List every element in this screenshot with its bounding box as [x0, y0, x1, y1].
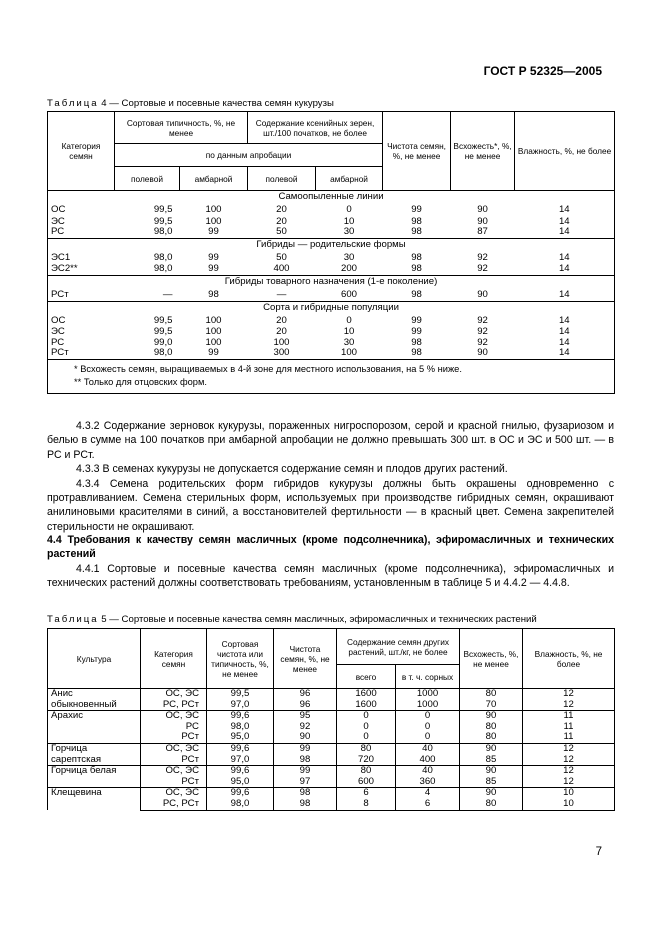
- t4-cell: 90: [477, 288, 488, 300]
- t4-header-field: полевой: [115, 167, 180, 191]
- t5-cell: ОС, ЭС: [141, 711, 207, 722]
- t4-cell: —: [276, 288, 287, 300]
- t4-cell: 99: [208, 226, 219, 238]
- t4-cell: 99,0: [153, 336, 173, 348]
- t5-header-weedy: в т. ч. сорных: [396, 665, 460, 689]
- t5-crop-name: [48, 766, 141, 788]
- t4-group-title: Гибриды — родительские формы: [48, 238, 615, 252]
- t5-cell: 11: [523, 722, 615, 733]
- t5-cell: 99,6: [207, 788, 274, 799]
- t5-cell: 98: [274, 788, 337, 799]
- t4-footnote-2: ** Только для отцовских форм.: [74, 377, 207, 388]
- t5-cell: 12: [523, 755, 615, 766]
- t5-cell: 12: [523, 689, 615, 700]
- t4-cell: РС: [48, 338, 115, 349]
- table-row: [48, 289, 615, 301]
- t4-cell: 92: [477, 336, 488, 348]
- t4-cell: 100: [205, 314, 222, 326]
- t4-cell: РСт: [48, 289, 115, 301]
- paragraph-4-4-1: 4.4.1 Сортовые и посевные качества семян масличных (кроме подсолнечника), эфиромасличных и технических растений должны соответствовать требованиям, установленным в таблице 5 и 4.4.2 — 4.4.8.: [47, 563, 614, 590]
- t5-cell: 0: [337, 732, 396, 743]
- t4-cell: 98: [411, 226, 422, 238]
- t4-cell: 0: [346, 314, 352, 326]
- table-row: [48, 217, 615, 228]
- t4-cell: 10: [343, 326, 355, 338]
- t5-cell: 99: [274, 743, 337, 754]
- t5-header-varietal: Сортовая чистота или типичность, %, не менее: [207, 629, 274, 689]
- t5-header-germination: Всхожесть, %, не менее: [460, 629, 523, 689]
- t4-header-field-2: полевой: [248, 167, 316, 191]
- t5-header-category: Категория семян: [141, 629, 207, 689]
- table4-corn-seed-quality: [47, 111, 615, 394]
- t5-cell: 10: [523, 799, 615, 810]
- t5-cell: 90: [460, 788, 523, 799]
- t4-cell: 100: [341, 347, 358, 359]
- t4-cell: 100: [273, 336, 290, 348]
- t5-cell: 1000: [396, 689, 460, 700]
- t5-cell: 80: [460, 689, 523, 700]
- t5-cell: 12: [523, 777, 615, 788]
- t4-cell: 14: [515, 217, 615, 228]
- t5-cell: 400: [396, 755, 460, 766]
- t5-crop-name: [48, 743, 141, 765]
- t5-header-weeds: Содержание семян других растений, шт./кг, не более: [337, 629, 460, 665]
- t4-cell: 600: [341, 288, 358, 300]
- t5-cell: 98,0: [207, 722, 274, 733]
- t4-cell: 14: [515, 338, 615, 349]
- t5-crop-name-line: Горчица: [51, 742, 88, 754]
- t4-cell: 100: [205, 215, 222, 227]
- t4-cell: 30: [343, 251, 355, 263]
- t5-cell: 92: [274, 722, 337, 733]
- t4-cell: 14: [515, 252, 615, 264]
- t5-cell: 1600: [337, 700, 396, 711]
- t5-cell: 80: [337, 743, 396, 754]
- table-row: [48, 205, 615, 217]
- t5-cell: 85: [460, 777, 523, 788]
- t5-header-moisture: Влажность, %, не более: [523, 629, 615, 689]
- t5-cell: 99,6: [207, 743, 274, 754]
- section-4-4-text: [47, 562, 614, 591]
- t5-cell: 90: [460, 743, 523, 754]
- t4-cell: 14: [515, 205, 615, 217]
- t4-cell: 98: [411, 263, 422, 275]
- t4-cell: 400: [273, 263, 290, 275]
- table-row: [48, 264, 615, 275]
- t4-cell: 99,5: [153, 326, 173, 338]
- table-row: [48, 766, 615, 777]
- t5-cell: 90: [274, 732, 337, 743]
- t5-cell: 95,0: [207, 732, 274, 743]
- t4-cell: РС: [48, 227, 115, 238]
- t4-cell: 14: [515, 348, 615, 359]
- t5-crop-name-line: Арахис: [51, 710, 84, 722]
- t4-cell: ЭС1: [48, 252, 115, 264]
- paragraph-4-3-4: 4.3.4 Семена родительских форм гибридов кукурузы должны быть окрашены одновременно с протравливанием. Семена стерильных форм, используемых при производстве гибридных семян, окрашивают анилиновыми красителями в синий, а восстановителей фертильности — в красный цвет. Семена закрепителей стерильности не окрашивают.: [47, 477, 614, 533]
- t4-cell: 92: [477, 314, 488, 326]
- t5-cell: 90: [460, 711, 523, 722]
- t5-cell: 40: [396, 743, 460, 754]
- table-row: [48, 252, 615, 264]
- t5-cell: 0: [396, 732, 460, 743]
- t5-cell: 0: [396, 722, 460, 733]
- t4-header-moisture: Влажность, %, не более: [515, 112, 615, 191]
- t5-cell: 80: [460, 732, 523, 743]
- t5-cell: 6: [337, 788, 396, 799]
- t5-cell: 70: [460, 700, 523, 711]
- t4-cell: 98: [411, 336, 422, 348]
- t5-cell: 97,0: [207, 755, 274, 766]
- t5-cell: ОС, ЭС: [141, 788, 207, 799]
- t5-cell: 8: [337, 799, 396, 810]
- t4-group-title: Сорта и гибридные популяции: [48, 301, 615, 315]
- t5-cell: 0: [337, 722, 396, 733]
- t4-cell: РСт: [48, 348, 115, 359]
- t4-header-barn-2: амбарной: [316, 167, 383, 191]
- t5-cell: 4: [396, 788, 460, 799]
- t4-cell: ОС: [48, 315, 115, 327]
- t4-cell: ЭС2**: [48, 264, 115, 275]
- t4-cell: ОС: [48, 205, 115, 217]
- t5-crop-name-line: Клещевина: [51, 787, 102, 799]
- t4-cell: 98,0: [153, 251, 173, 263]
- t5-cell: РС, РСт: [141, 799, 207, 810]
- t5-cell: 80: [337, 766, 396, 777]
- t4-cell: 14: [515, 227, 615, 238]
- t5-cell: ОС, ЭС: [141, 743, 207, 754]
- t4-cell: 99: [208, 251, 219, 263]
- table4-caption-word: Таблица: [47, 98, 99, 109]
- t4-cell: —: [162, 288, 173, 300]
- t4-header-approbation: по данным апробации: [115, 144, 383, 167]
- t4-cell: 90: [477, 215, 488, 227]
- t4-cell: 14: [515, 289, 615, 301]
- t4-cell: 0: [346, 204, 352, 216]
- t4-header-cobs: Содержание ксенийных зерен, шт./100 початков, не более: [248, 112, 383, 144]
- t4-group-title: Гибриды товарного назначения (1-е поколение): [48, 275, 615, 289]
- t4-cell: 92: [477, 263, 488, 275]
- t4-cell: 100: [205, 326, 222, 338]
- t4-cell: 90: [477, 204, 488, 216]
- t4-cell: 100: [205, 336, 222, 348]
- table5-oilseed-seed-quality: [47, 628, 615, 811]
- t5-cell: 0: [396, 711, 460, 722]
- t4-cell: 98: [411, 251, 422, 263]
- t4-header-barn: амбарной: [180, 167, 248, 191]
- t4-cell: 50: [276, 226, 287, 238]
- table-row: [48, 327, 615, 338]
- table5-caption-title: 5 — Сортовые и посевные качества семян масличных, эфиромасличных и технических растений: [98, 614, 537, 625]
- t5-cell: 97,0: [207, 700, 274, 711]
- t4-group-title: Самоопыленные линии: [48, 191, 615, 205]
- t4-cell: 99,5: [153, 314, 173, 326]
- t5-cell: ОС, ЭС: [141, 689, 207, 700]
- t5-cell: 99,6: [207, 711, 274, 722]
- table-row: [48, 338, 615, 349]
- t5-cell: 97: [274, 777, 337, 788]
- t5-cell: 0: [337, 711, 396, 722]
- t4-cell: 92: [477, 326, 488, 338]
- t4-cell: 98,0: [153, 263, 173, 275]
- t5-cell: 96: [274, 689, 337, 700]
- t4-cell: 87: [477, 226, 488, 238]
- table-row: [48, 689, 615, 700]
- t5-cell: 360: [396, 777, 460, 788]
- t4-cell: 10: [343, 215, 355, 227]
- t4-cell: 20: [276, 215, 287, 227]
- t4-cell: 20: [276, 326, 287, 338]
- section-4-4-heading: 4.4 Требования к качеству семян масличных (кроме подсолнечника), эфиромасличных и технических растений: [47, 534, 614, 561]
- t5-cell: 1600: [337, 689, 396, 700]
- t4-cell: 98: [411, 288, 422, 300]
- table-row: [48, 743, 615, 754]
- t5-crop-name: [48, 788, 141, 810]
- t5-cell: 80: [460, 722, 523, 733]
- t4-cell: 99: [411, 204, 422, 216]
- t5-crop-name: [48, 711, 141, 744]
- t5-header-purity: Чистота семян, %, не менее: [274, 629, 337, 689]
- t4-cell: 14: [515, 264, 615, 275]
- t5-cell: 40: [396, 766, 460, 777]
- t5-header-crop: Культура: [48, 629, 141, 689]
- t5-cell: 11: [523, 732, 615, 743]
- t4-cell: 14: [515, 327, 615, 338]
- t4-header-purity: Чистота семян, %, не менее: [383, 112, 451, 191]
- t4-cell: 98,0: [153, 226, 173, 238]
- t5-cell: 95,0: [207, 777, 274, 788]
- t5-cell: 12: [523, 743, 615, 754]
- t5-crop-name-line: Анис: [51, 688, 73, 699]
- t5-cell: РС: [141, 722, 207, 733]
- table-row: [48, 711, 615, 722]
- table5-caption: [47, 614, 537, 625]
- t4-cell: 99,5: [153, 204, 173, 216]
- t5-cell: 1000: [396, 700, 460, 711]
- t5-cell: 99: [274, 766, 337, 777]
- t5-cell: РС, РСт: [141, 700, 207, 711]
- t4-cell: 300: [273, 347, 290, 359]
- t5-cell: 12: [523, 700, 615, 711]
- page-number: 7: [595, 846, 602, 858]
- t5-cell: 96: [274, 700, 337, 711]
- t5-crop-name: [48, 689, 141, 711]
- table-row: [48, 227, 615, 238]
- t5-cell: ОС, ЭС: [141, 766, 207, 777]
- t5-cell: 720: [337, 755, 396, 766]
- t4-cell: 14: [515, 315, 615, 327]
- t4-header-varietal: Сортовая типичность, %, не менее: [115, 112, 248, 144]
- t5-cell: 85: [460, 755, 523, 766]
- t4-cell: 30: [343, 336, 355, 348]
- t5-crop-name-line: сарептская: [51, 753, 102, 765]
- paragraph-4-3-2: 4.3.2 Содержание зерновок кукурузы, пораженных нигроспорозом, серой и красной гнилью, фузариозом и белью в сумме на 100 початков при амбарной апробации не должно превышать 300 шт. в ОС и ЭС и 500 шт. — в РС и РСт.: [47, 420, 614, 461]
- t4-cell: 99,5: [153, 215, 173, 227]
- table4-caption-title: 4 — Сортовые и посевные качества семян кукурузы: [98, 98, 334, 109]
- t4-cell: 99: [208, 347, 219, 359]
- paragraph-4-3-3: 4.3.3 В семенах кукурузы не допускается содержание семян и плодов других растений.: [76, 463, 508, 476]
- t5-cell: 12: [523, 766, 615, 777]
- t5-cell: РСт: [141, 777, 207, 788]
- t4-cell: ЭС: [48, 217, 115, 228]
- t5-crop-name-line: обыкновенный: [51, 698, 117, 710]
- t4-cell: 98: [208, 288, 219, 300]
- t4-cell: 20: [276, 204, 287, 216]
- t5-cell: РСт: [141, 755, 207, 766]
- t4-cell: 100: [205, 204, 222, 216]
- table4-caption: [47, 98, 334, 109]
- t4-cell: 92: [477, 251, 488, 263]
- t5-cell: РСт: [141, 732, 207, 743]
- t5-cell: 98: [274, 799, 337, 810]
- t5-cell: 90: [460, 766, 523, 777]
- t5-cell: 10: [523, 788, 615, 799]
- t5-crop-name-line: Горчица белая: [51, 765, 117, 777]
- table-row: [48, 788, 615, 799]
- t4-cell: 99: [411, 314, 422, 326]
- t5-cell: 98: [274, 755, 337, 766]
- t5-cell: 99,6: [207, 766, 274, 777]
- t4-cell: 90: [477, 347, 488, 359]
- t5-cell: 600: [337, 777, 396, 788]
- t5-cell: 6: [396, 799, 460, 810]
- t5-cell: 95: [274, 711, 337, 722]
- t4-cell: 98: [411, 347, 422, 359]
- t4-cell: 99: [411, 326, 422, 338]
- table-row: [48, 315, 615, 327]
- t4-footnote-1: * Всхожесть семян, выращиваемых в 4-й зоне для местного использования, на 5 % ниже.: [74, 364, 462, 375]
- t5-cell: 99,5: [207, 689, 274, 700]
- section-4-3-text: [47, 419, 614, 534]
- t4-cell: 99: [208, 263, 219, 275]
- t4-cell: 30: [343, 226, 355, 238]
- t4-cell: ЭС: [48, 327, 115, 338]
- t4-cell: 98: [411, 215, 422, 227]
- table-row: [48, 348, 615, 359]
- document-code-header: ГОСТ Р 52325—2005: [483, 64, 602, 78]
- t4-cell: 20: [276, 314, 287, 326]
- t5-cell: 80: [460, 799, 523, 810]
- t4-cell: 200: [341, 263, 358, 275]
- t5-header-total: всего: [337, 665, 396, 689]
- t4-cell: 50: [276, 251, 287, 263]
- t4-header-category: Категория семян: [48, 112, 115, 191]
- t5-cell: 98,0: [207, 799, 274, 810]
- t5-cell: 11: [523, 711, 615, 722]
- t4-footnotes: [48, 360, 615, 394]
- t4-cell: 98,0: [153, 347, 173, 359]
- t4-header-germination: Всхожесть*, %, не менее: [451, 112, 515, 191]
- table5-caption-word: Таблица: [47, 614, 99, 625]
